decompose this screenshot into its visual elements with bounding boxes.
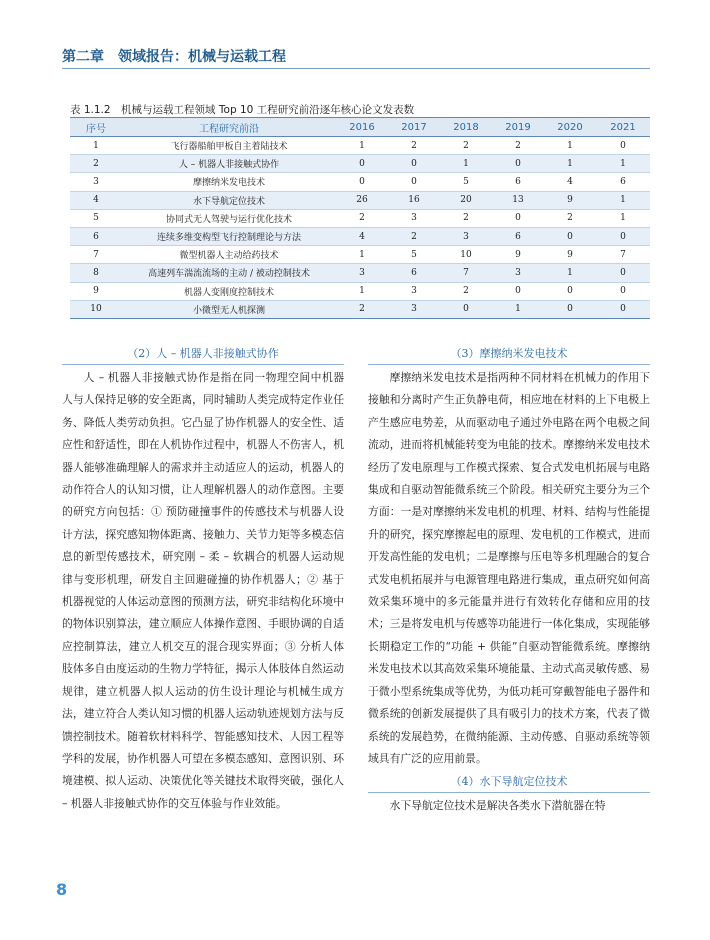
table-row xyxy=(70,300,650,318)
table-header-cell: 2017 xyxy=(388,118,440,137)
table-cell: 2 xyxy=(440,209,492,227)
table-cell: 1 xyxy=(596,155,650,173)
table-cell: 0 xyxy=(388,173,440,191)
table-header-row xyxy=(70,118,650,137)
section-paragraph-4: 水下导航定位技术是解决各类水下潜航器在特 xyxy=(389,799,606,813)
table-cell: 8 xyxy=(70,264,122,282)
table-cell: 1 xyxy=(544,264,596,282)
table-cell: 6 xyxy=(492,173,544,191)
section-heading-3: （3）摩擦纳米发电技术 xyxy=(368,345,650,365)
table-header-cell: 2016 xyxy=(336,118,388,137)
table-cell: 3 xyxy=(336,264,388,282)
frontier-name-cell: 机器人变刚度控制技术 xyxy=(122,282,336,300)
table-cell: 4 xyxy=(336,227,388,245)
table-cell: 26 xyxy=(336,191,388,209)
table-cell: 4 xyxy=(70,191,122,209)
table-header-cell: 序号 xyxy=(70,118,122,137)
section-heading-2: （2）人 – 机器人非接触式协作 xyxy=(62,345,344,365)
section-heading-4: （4）水下导航定位技术 xyxy=(368,773,650,793)
table-cell: 1 xyxy=(70,137,122,155)
table-cell: 9 xyxy=(492,246,544,264)
table-cell: 0 xyxy=(544,282,596,300)
table-cell: 0 xyxy=(596,282,650,300)
table-cell: 1 xyxy=(492,300,544,318)
table-row xyxy=(70,246,650,264)
table-row xyxy=(70,155,650,173)
page-number: 8 xyxy=(56,880,68,899)
table-header-cell: 2019 xyxy=(492,118,544,137)
frontier-name-cell: 小微型无人机探测 xyxy=(122,300,336,318)
table-cell: 6 xyxy=(596,173,650,191)
table-cell: 3 xyxy=(388,300,440,318)
table-cell: 10 xyxy=(70,300,122,318)
table-cell: 2 xyxy=(388,227,440,245)
table-cell: 1 xyxy=(544,137,596,155)
table-cell: 10 xyxy=(440,246,492,264)
table-body xyxy=(70,137,650,319)
table-cell: 2 xyxy=(440,282,492,300)
frontier-name-cell: 协同式无人驾驶与运行优化技术 xyxy=(122,209,336,227)
table-cell: 3 xyxy=(70,173,122,191)
table-cell: 6 xyxy=(388,264,440,282)
table-cell: 4 xyxy=(544,173,596,191)
table-cell: 9 xyxy=(70,282,122,300)
table-cell: 2 xyxy=(70,155,122,173)
table-cell: 1 xyxy=(440,155,492,173)
table-cell: 0 xyxy=(336,155,388,173)
table-cell: 2 xyxy=(388,137,440,155)
table-cell: 3 xyxy=(440,227,492,245)
table-cell: 2 xyxy=(440,137,492,155)
table-row xyxy=(70,191,650,209)
table-row xyxy=(70,209,650,227)
table-cell: 20 xyxy=(440,191,492,209)
table-cell: 2 xyxy=(544,209,596,227)
table-cell: 2 xyxy=(336,209,388,227)
table-cell: 1 xyxy=(336,282,388,300)
table-cell: 0 xyxy=(336,173,388,191)
chapter-header: 第二章 领域报告：机械与运载工程 xyxy=(62,49,286,65)
table-cell: 2 xyxy=(492,137,544,155)
table-cell: 9 xyxy=(544,246,596,264)
table-cell: 5 xyxy=(70,209,122,227)
table-cell: 9 xyxy=(544,191,596,209)
table-cell: 2 xyxy=(336,300,388,318)
header-divider xyxy=(62,68,650,69)
table-cell: 0 xyxy=(596,264,650,282)
right-column xyxy=(368,345,650,818)
frontier-name-cell: 人 – 机器人非接触式协作 xyxy=(122,155,336,173)
table-cell: 0 xyxy=(544,227,596,245)
table-cell: 1 xyxy=(336,137,388,155)
table-row xyxy=(70,264,650,282)
table-row xyxy=(70,282,650,300)
frontier-table xyxy=(70,117,650,319)
table-row xyxy=(70,173,650,191)
frontier-name-cell: 飞行器船舶甲板自主着陆技术 xyxy=(122,137,336,155)
table-header-cell: 2020 xyxy=(544,118,596,137)
table-row xyxy=(70,227,650,245)
section-paragraph-2: 人 – 机器人非接触式协作是指在同一物理空间中机器人与人保持足够的安全距离，同时辅助人类完成特定作业任务、降低人类劳动负担。它凸显了协作机器人的安全性、适应性和舒适性，即在人机协作过程中，机器人不伤害人，机器人能够准确理解人的需求并主动适应人的运动，机器人的动作符合人的认知习惯，让人理解机器人的动作意图。主要的研究方向包括：① 预防碰撞事件的传感技术与机器人设计方法，探究感知物体距离、接触力、关节力矩等多模态信息的新型传感技术，研究刚 – 柔 – 软耦合的机器人运动规律与变形机理，研发自主回避碰撞的协作机器人；② 基于机器视觉的人体运动意图的预测方法，研究非结构化环境中的物体识别算法，建立顺应人体操作意图、手眼协调的自适应控制算法，建立人机交互的混合现实界面；③ 分析人体肢体多自由度运动的生物力学特征，揭示人体肢体自然运动规律，建立机器人拟人运动的仿生设计理论与机械生成方法，建立符合人类认知习惯的机器人运动轨迹规划方法与反馈控制技术。随着软材料科学、智能感知技术、人因工程等学科的发展，协作机器人可望在多模态感知、意图识别、环境建模、拟人运动、决策优化等关键技术取得突破，强化人 – 机器人非接触式协作的交互体验与作业效能。 xyxy=(62,371,344,810)
section-paragraph-3: 摩擦纳米发电技术是指两种不同材料在机械力的作用下接触和分离时产生正负静电荷，相应地在材料的上下电极上产生感应电势差，从而驱动电子通过外电路在两个电极之间流动，进而将机械能转变为电能的技术。摩擦纳米发电技术经历了发电原理与工作模式探索、复合式发电机拓展与电路集成和自驱动智能微系统三个阶段。相关研究主要分为三个方面：一是对摩擦纳米发电机的机理、材料、结构与性能提升的研究，探究摩擦起电的原理、发电机的工作模式，进而开发高性能的发电机；二是摩擦与压电等多机理融合的复合式发电机拓展并与电源管理电路进行集成，重点研究如何高效采集环境中的多元能量并进行有效转化存储和应用的技术；三是将发电机与传感等功能进行一体化集成，实现能够长期稳定工作的“功能 + 供能”自驱动智能微系统。摩擦纳米发电技术以其高效采集环境能量、主动式高灵敏传感、易于微小型系统集成等优势，为低功耗可穿戴智能电子器件和微系统的创新发展提供了具有吸引力的技术方案，代表了微系统的发展趋势，在微纳能源、主动传感、自驱动系统等领域具有广泛的应用前景。 xyxy=(368,371,650,765)
table-cell: 3 xyxy=(492,264,544,282)
table-header-cell: 工程研究前沿 xyxy=(122,118,336,137)
table-cell: 3 xyxy=(388,282,440,300)
frontier-name-cell: 摩擦纳米发电技术 xyxy=(122,173,336,191)
table-cell: 3 xyxy=(388,209,440,227)
table-cell: 13 xyxy=(492,191,544,209)
table-cell: 6 xyxy=(492,227,544,245)
table-cell: 0 xyxy=(596,137,650,155)
table-cell: 0 xyxy=(440,300,492,318)
table-cell: 1 xyxy=(596,191,650,209)
table-cell: 16 xyxy=(388,191,440,209)
table-cell: 5 xyxy=(440,173,492,191)
table-cell: 0 xyxy=(492,209,544,227)
table-cell: 0 xyxy=(492,282,544,300)
left-column xyxy=(62,345,344,815)
frontier-name-cell: 微型机器人主动给药技术 xyxy=(122,246,336,264)
table-cell: 1 xyxy=(544,155,596,173)
table-caption: 表 1.1.2 机械与运载工程领域 Top 10 工程研究前沿逐年核心论文发表数 xyxy=(70,104,415,116)
table-cell: 0 xyxy=(544,300,596,318)
frontier-name-cell: 水下导航定位技术 xyxy=(122,191,336,209)
frontier-name-cell: 连续多维变构型飞行控制理论与方法 xyxy=(122,227,336,245)
table-cell: 1 xyxy=(596,209,650,227)
table-cell: 6 xyxy=(70,227,122,245)
table-cell: 0 xyxy=(596,300,650,318)
table-cell: 7 xyxy=(70,246,122,264)
table-cell: 7 xyxy=(596,246,650,264)
table-cell: 0 xyxy=(492,155,544,173)
table-header-cell: 2021 xyxy=(596,118,650,137)
table-cell: 0 xyxy=(388,155,440,173)
table-row xyxy=(70,137,650,155)
table-header-cell: 2018 xyxy=(440,118,492,137)
table-cell: 1 xyxy=(336,246,388,264)
table-cell: 7 xyxy=(440,264,492,282)
table-cell: 0 xyxy=(596,227,650,245)
table-cell: 5 xyxy=(388,246,440,264)
frontier-name-cell: 高速列车湍流流场的主动 / 被动控制技术 xyxy=(122,264,336,282)
